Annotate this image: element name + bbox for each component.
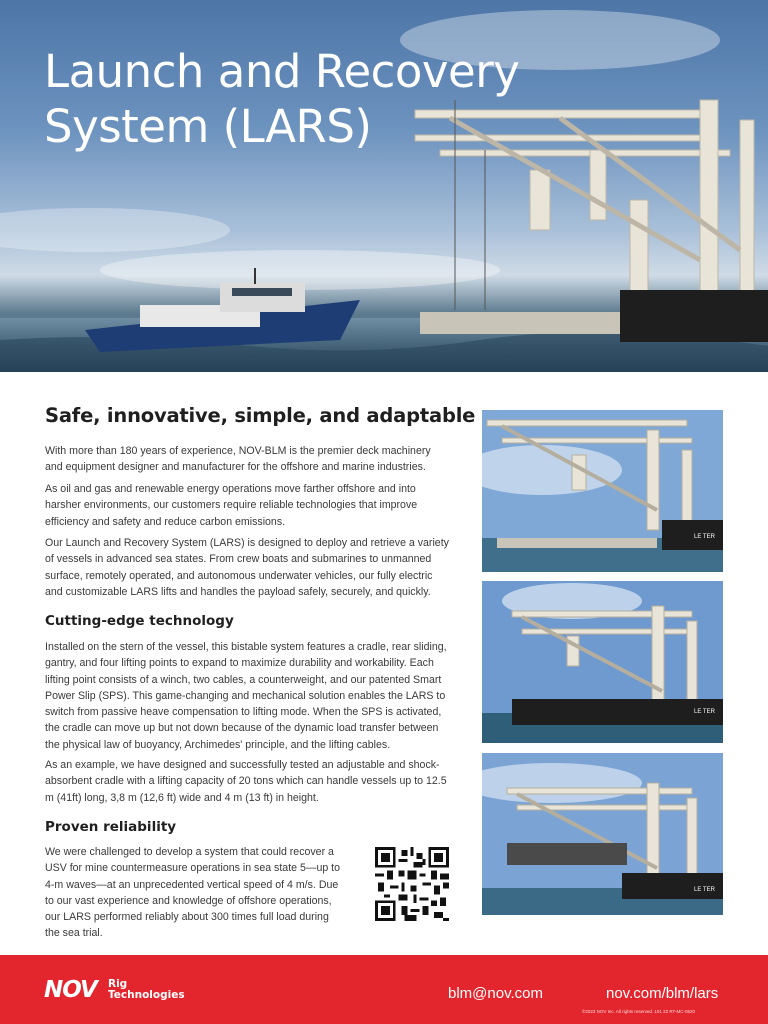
logo-line-1: Rig	[108, 978, 128, 990]
photo-lars-3	[482, 753, 723, 915]
paragraph-reliability: We were challenged to develop a system that could recover a USV for mine countermeasure operations in sea state 5—up to 4-m waves—at an unprecedented vertical speed of 4 m/s. Due to our vast experience and knowledge of offshore operations, our LARS performed reliably about 300 times full load during the sea trial.	[45, 846, 341, 940]
logo-nov-text: NOV	[44, 977, 97, 1003]
title-line-1: Launch and Recovery	[44, 45, 520, 98]
paragraph-technology-2: As an example, we have designed and successfully tested an adjustable and shock-absorbent cradle with a lifting capacity of 20 tons which can handle vessels up to 12.5 m (41ft) long, 3,8 m (12,6 ft) wide and 4 m (13 ft) in height.	[45, 759, 447, 804]
nov-rig-technologies-logo	[44, 977, 194, 1007]
photo-lars-1	[482, 410, 723, 572]
photo-2-hull-text: LE TER	[694, 709, 715, 715]
paragraph-intro-1: With more than 180 years of experience, NOV-BLM is the premier deck machinery and equipment designer and manufacturer for the offshore and marine industries.	[45, 445, 431, 474]
website-link[interactable]: nov.com/blm/lars	[606, 985, 719, 1002]
footer-bar	[0, 955, 768, 1024]
photo-lars-2	[482, 581, 723, 743]
paragraph-intro-2: As oil and gas and renewable energy operations move farther offshore and into harsher environments, our customers require reliable technologies that improve efficiency and safety and reduce carbon emissions.	[45, 483, 418, 528]
logo-line-2: Technologies	[108, 989, 185, 1001]
photo-3-hull-text: LE TER	[694, 887, 715, 893]
paragraph-intro-3: Our Launch and Recovery System (LARS) is designed to deploy and retrieve a variety of vessels in advanced sea states. From crew boats and submarines to unmanned surface, remotely operated, and autonomous underwater vehicles, our fully electric and customizable LARS lifts and handles the payload safely, securely, and quickly.	[45, 537, 449, 598]
legal-notice: ©2023 NOV Inc. All rights reserved. 101 22 RT-MC-0520	[582, 1009, 696, 1014]
qr-code[interactable]	[375, 847, 449, 921]
photo-1-hull-text: LE TER	[694, 534, 715, 540]
section-heading-technology: Cutting-edge technology	[45, 613, 234, 629]
email-link[interactable]: blm@nov.com	[448, 985, 543, 1002]
section-heading-safe: Safe, innovative, simple, and adaptable	[45, 404, 476, 427]
section-heading-reliability: Proven reliability	[45, 819, 177, 835]
paragraph-technology-1: Installed on the stern of the vessel, this bistable system features a cradle, rear sliding, gantry, and four lifting points to expand to maximize durability and workability. Each lifting point consists of a winch, two cables, a counterweight, and our patented Smart Power Slip (SPS). This game-changing and mechanical solution enables the LARS to switch from passive heave compensation to lifting mode. When the SPS is activated, the cradle can move up but not down because of the dynamic load transfer between the physical law of buoyancy, Archimedes' principle, and the lifting cables.	[45, 641, 447, 751]
page-title	[44, 44, 519, 154]
hero-banner	[0, 0, 768, 372]
logo-subtitle	[108, 979, 185, 1001]
title-line-2: System (LARS)	[44, 100, 372, 153]
